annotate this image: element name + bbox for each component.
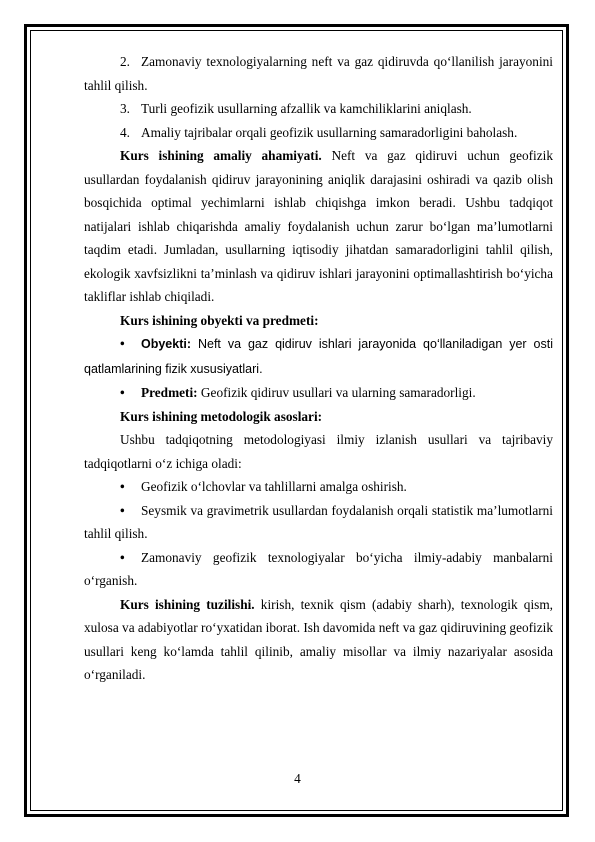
bullet-text: Neft va gaz qidiruv ishlari jarayonida qo‘llaniladigan yer osti qatlamlarining fizik xususiyatlari. (84, 337, 553, 376)
numbered-item-3 (84, 97, 553, 121)
bullet-icon: • (120, 502, 125, 518)
bullet-subject (84, 381, 553, 405)
bullet-icon: • (120, 336, 125, 351)
item-text: Zamonaviy texnologiyalarning neft va gaz qidiruvda qo‘llanilish jarayonini tahlil qilish. (84, 54, 553, 93)
bullet-text: Seysmik va gravimetrik usullardan foydalanish orqali statistik ma’lumotlarni tahlil qilish. (84, 502, 553, 541)
item-number: 3. (120, 101, 130, 116)
bullet-methodology-1 (84, 475, 553, 499)
bullet-label: Predmeti: (141, 385, 198, 400)
section-heading: Kurs ishining metodologik asoslari: (120, 408, 323, 424)
significance-paragraph (84, 144, 553, 309)
structure-heading: Kurs ishining tuzilishi. (120, 596, 255, 612)
numbered-item-2 (84, 50, 553, 97)
bullet-icon: • (120, 549, 125, 565)
object-subject-heading (84, 309, 553, 333)
item-number: 2. (120, 54, 130, 69)
bullet-text: Zamonaviy geofizik texnologiyalar bo‘yicha ilmiy-adabiy manbalarni o‘rganish. (84, 549, 553, 588)
page-number: 4 (294, 771, 301, 786)
bullet-text: Geofizik o‘lchovlar va tahlillarni amalga oshirish. (141, 479, 407, 494)
bullet-icon: • (120, 479, 125, 494)
item-text: Turli geofizik usullarning afzallik va kamchiliklarini aniqlash. (141, 101, 472, 116)
methodology-heading (84, 405, 553, 429)
bullet-icon: • (120, 385, 125, 400)
item-text: Amaliy tajribalar orqali geofizik usullarning samaradorligini baholash. (141, 124, 518, 140)
document-body (84, 50, 553, 687)
item-number: 4. (120, 124, 130, 140)
structure-paragraph (84, 593, 553, 687)
bullet-methodology-2 (84, 499, 553, 546)
numbered-item-4 (84, 121, 553, 145)
bullet-label: Obyekti: (141, 337, 192, 351)
bullet-object (84, 332, 553, 381)
bullet-methodology-3 (84, 546, 553, 593)
structure-text: kirish, texnik qism (adabiy sharh), texnologik qism, xulosa va adabiyotlar ro‘yxatidan iborat. Ish davomida neft va gaz qidiruvining geofizik usullari keng ko‘lamda tahlil qilinib, amaliy misollar va ilmiy nazariyalar asosida o‘rganiladi. (84, 596, 553, 682)
significance-text: Neft va gaz qidiruvi uchun geofizik usullardan foydalanish qidiruv jarayonining aniqlik darajasini oshiradi va qazib olish bosqichida optimal yechimlarni ishlab chiqishga imkon beradi. Ushbu tadqiqot natijalari ishlab chiqarishda amaliy foydalanish uchun zarur bo‘lgan ma’lumotlarni taqdim etadi. Jumladan, usullarning iqtisodiy jihatdan samaradorligini tahlil qilish, ekologik xavfsizlikni ta’minlash va qidiruv ishlari jarayonini optimallashtirish bo‘yicha takliflar ishlab chiqiladi. (84, 148, 553, 304)
significance-heading: Kurs ishining amaliy ahamiyati. (120, 148, 322, 163)
methodology-intro: Ushbu tadqiqotning metodologiyasi ilmiy izlanish usullari va tajribaviy tadqiqotlarni o‘z ichiga oladi: (84, 432, 553, 471)
bullet-text: Geofizik qidiruv usullari va ularning samaradorligi. (197, 385, 476, 400)
section-heading: Kurs ishining obyekti va predmeti: (120, 312, 319, 328)
